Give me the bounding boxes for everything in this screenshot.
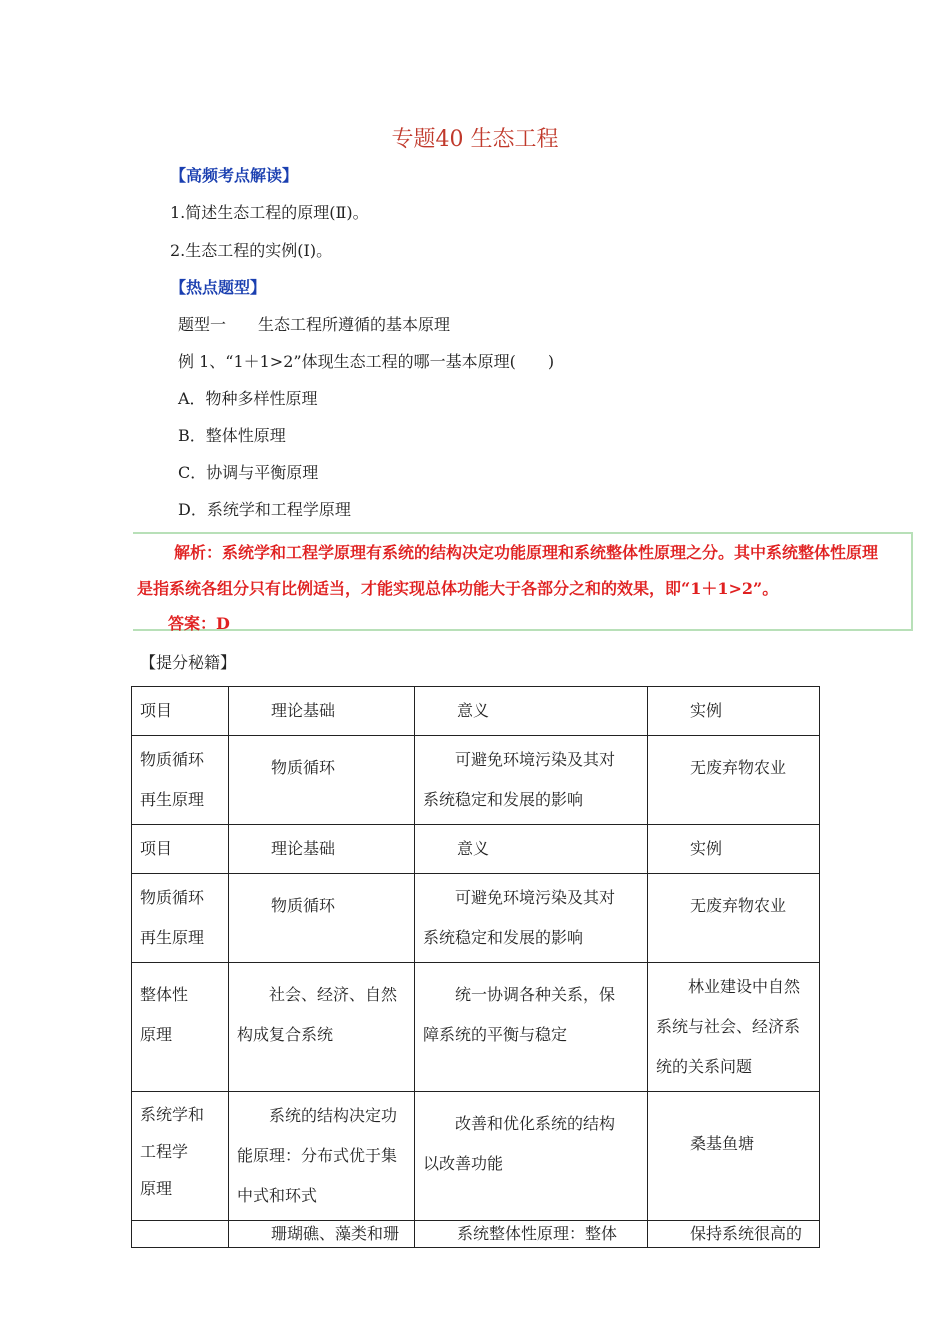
- table-row: [132, 874, 820, 963]
- table-cell: 系统的结构决定功 能原理：分布式优于集 中式和环式: [229, 1092, 415, 1221]
- question: 例 1、“1＋1>2”体现生态工程的哪一基本原理( ): [178, 352, 555, 371]
- section-heading-3: 【提分秘籍】: [140, 653, 237, 672]
- table-cell: 理论基础: [229, 687, 415, 736]
- section-heading-2: 【热点题型】: [170, 278, 267, 297]
- table-cell: 系统整体性原理：整体: [415, 1221, 648, 1248]
- table-header-row: [132, 687, 820, 736]
- table-cell: [132, 1221, 229, 1248]
- table-cell: 保持系统很高的: [648, 1221, 820, 1248]
- table-cell: 改善和优化系统的结构 以改善功能: [415, 1092, 648, 1221]
- table-cell: 意义: [415, 825, 648, 874]
- table-cell: 实例: [648, 825, 820, 874]
- option-d: D．系统学和工程学原理: [178, 500, 351, 519]
- table-row: [132, 1221, 820, 1248]
- table-cell: 系统学和 工程学 原理: [132, 1092, 229, 1221]
- table-cell: 可避免环境污染及其对 系统稳定和发展的影响: [415, 874, 648, 963]
- table-cell: 项目: [132, 825, 229, 874]
- option-b: B．整体性原理: [178, 426, 286, 445]
- table-cell: 项目: [132, 687, 229, 736]
- table-cell: 实例: [648, 687, 820, 736]
- table-cell: 社会、经济、自然 构成复合系统: [229, 963, 415, 1092]
- table-row: [132, 736, 820, 825]
- table-cell: 珊瑚礁、藻类和珊: [229, 1221, 415, 1248]
- table-cell: 物质循环 再生原理: [132, 736, 229, 825]
- point-1: 1.简述生态工程的原理(Ⅱ)。: [170, 203, 369, 222]
- analysis-line-1: 解析：系统学和工程学原理有系统的结构决定功能原理和系统整体性原理之分。其中系统整体性原理: [174, 543, 879, 562]
- table-cell: 物质循环 再生原理: [132, 874, 229, 963]
- table-cell: 无废弃物农业: [648, 736, 820, 825]
- option-c: C．协调与平衡原理: [178, 463, 319, 482]
- table-cell: 理论基础: [229, 825, 415, 874]
- table-cell: 物质循环: [229, 874, 415, 963]
- table-header-row: [132, 825, 820, 874]
- table-cell: 桑基鱼塘: [648, 1092, 820, 1221]
- option-a: A．物种多样性原理: [178, 389, 318, 408]
- question-type: 题型一 生态工程所遵循的基本原理: [178, 315, 451, 334]
- table-cell: 统一协调各种关系，保 障系统的平衡与稳定: [415, 963, 648, 1092]
- table-row: [132, 963, 820, 1092]
- table-cell: 可避免环境污染及其对 系统稳定和发展的影响: [415, 736, 648, 825]
- page-title: 专题40 生态工程: [391, 127, 559, 152]
- table-row: [132, 1092, 820, 1221]
- table-cell: 整体性 原理: [132, 963, 229, 1092]
- table-cell: 物质循环: [229, 736, 415, 825]
- principles-table: [131, 686, 820, 1248]
- section-heading-1: 【高频考点解读】: [170, 166, 299, 185]
- point-2: 2.生态工程的实例(Ⅰ)。: [170, 241, 333, 260]
- analysis-line-2: 是指系统各组分只有比例适当，才能实现总体功能大于各部分之和的效果，即“1＋1>2”。: [137, 579, 779, 598]
- answer: 答案：D: [168, 614, 230, 633]
- table-cell: 林业建设中自然 系统与社会、经济系 统的关系问题: [648, 963, 820, 1092]
- table-cell: 意义: [415, 687, 648, 736]
- table-cell: 无废弃物农业: [648, 874, 820, 963]
